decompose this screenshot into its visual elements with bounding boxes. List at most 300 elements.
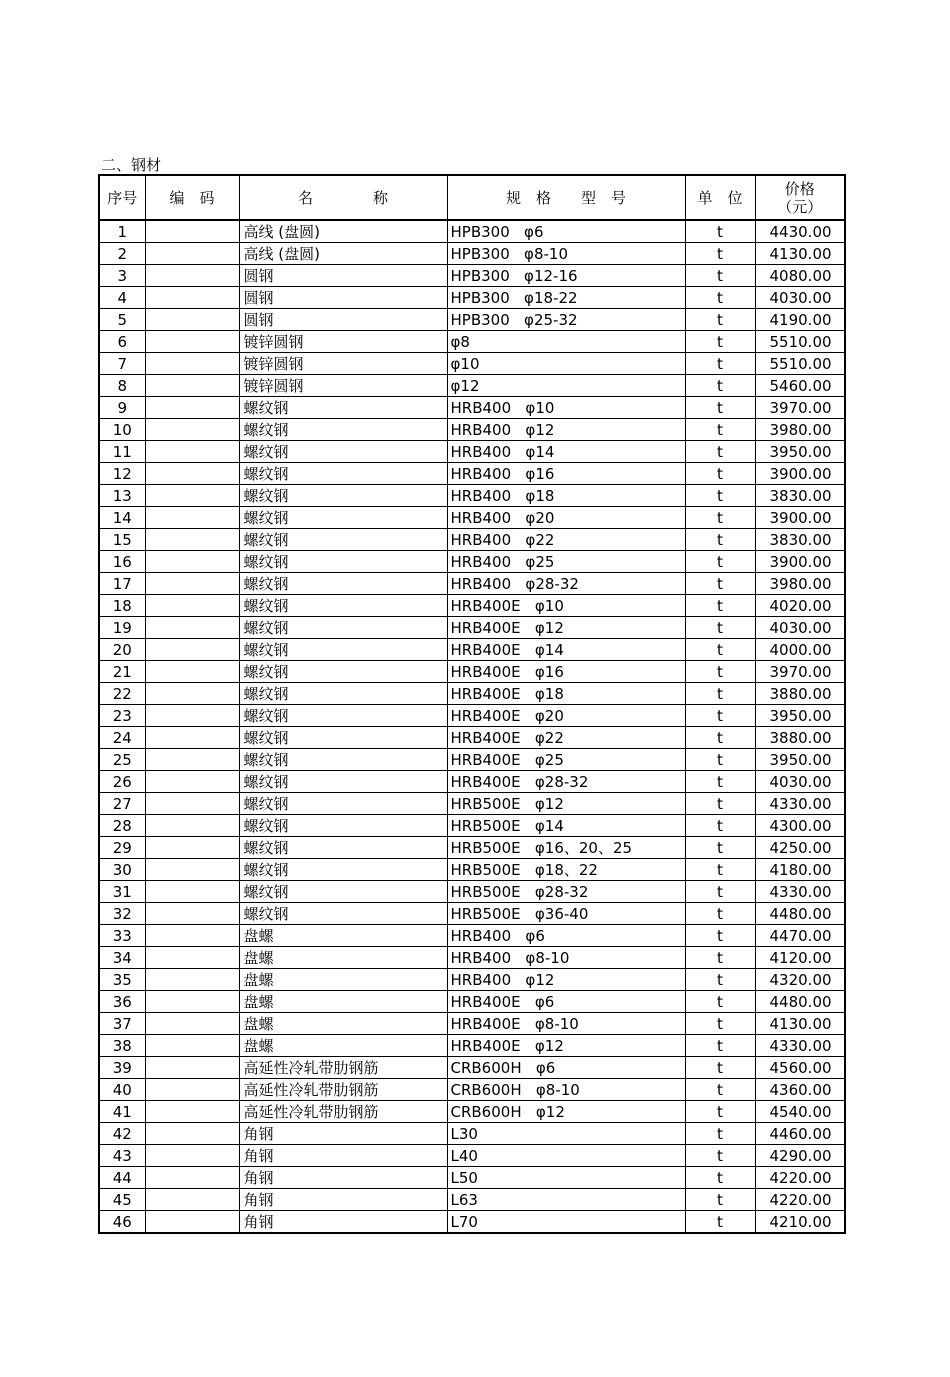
- table-row: [99, 507, 845, 529]
- cell-spec: HRB400E φ8-10: [447, 1013, 685, 1035]
- cell-unit: t: [685, 309, 755, 331]
- cell-code: [145, 661, 239, 683]
- cell-name: 螺纹钢: [239, 529, 447, 551]
- cell-price: 3970.00: [755, 397, 845, 419]
- cell-price: 4290.00: [755, 1145, 845, 1167]
- cell-name: 高延性冷轧带肋钢筋: [239, 1079, 447, 1101]
- cell-no: 34: [99, 947, 145, 969]
- cell-code: [145, 353, 239, 375]
- cell-no: 5: [99, 309, 145, 331]
- table-header: [99, 175, 845, 220]
- cell-name: 螺纹钢: [239, 727, 447, 749]
- table-row: [99, 309, 845, 331]
- cell-code: [145, 639, 239, 661]
- cell-unit: t: [685, 991, 755, 1013]
- cell-no: 3: [99, 265, 145, 287]
- cell-unit: t: [685, 1189, 755, 1211]
- cell-unit: t: [685, 837, 755, 859]
- cell-price: 4330.00: [755, 881, 845, 903]
- cell-name: 盘螺: [239, 925, 447, 947]
- cell-code: [145, 551, 239, 573]
- cell-name: 角钢: [239, 1189, 447, 1211]
- table-row: [99, 793, 845, 815]
- cell-spec: L30: [447, 1123, 685, 1145]
- cell-unit: t: [685, 1145, 755, 1167]
- cell-no: 1: [99, 220, 145, 243]
- cell-no: 18: [99, 595, 145, 617]
- cell-code: [145, 1123, 239, 1145]
- cell-no: 11: [99, 441, 145, 463]
- cell-no: 20: [99, 639, 145, 661]
- cell-no: 26: [99, 771, 145, 793]
- cell-price: 3900.00: [755, 551, 845, 573]
- cell-no: 28: [99, 815, 145, 837]
- cell-name: 盘螺: [239, 1035, 447, 1057]
- table-row: [99, 485, 845, 507]
- cell-unit: t: [685, 441, 755, 463]
- cell-name: 螺纹钢: [239, 837, 447, 859]
- cell-unit: t: [685, 1123, 755, 1145]
- cell-name: 圆钢: [239, 287, 447, 309]
- cell-no: 46: [99, 1211, 145, 1234]
- cell-spec: HRB400E φ22: [447, 727, 685, 749]
- cell-spec: HRB500E φ18、22: [447, 859, 685, 881]
- cell-code: [145, 1145, 239, 1167]
- cell-spec: HRB400 φ18: [447, 485, 685, 507]
- cell-code: [145, 683, 239, 705]
- cell-spec: CRB600H φ6: [447, 1057, 685, 1079]
- cell-code: [145, 595, 239, 617]
- cell-spec: HRB400 φ14: [447, 441, 685, 463]
- table-row: [99, 265, 845, 287]
- cell-no: 25: [99, 749, 145, 771]
- table-row: [99, 220, 845, 243]
- cell-unit: t: [685, 419, 755, 441]
- cell-unit: t: [685, 639, 755, 661]
- cell-price: 4000.00: [755, 639, 845, 661]
- cell-price: 4560.00: [755, 1057, 845, 1079]
- cell-spec: HRB400 φ12: [447, 969, 685, 991]
- cell-code: [145, 727, 239, 749]
- cell-price: 4220.00: [755, 1167, 845, 1189]
- cell-code: [145, 507, 239, 529]
- cell-spec: HRB400E φ12: [447, 1035, 685, 1057]
- cell-name: 盘螺: [239, 991, 447, 1013]
- cell-name: 镀锌圆钢: [239, 353, 447, 375]
- cell-code: [145, 287, 239, 309]
- table-row: [99, 441, 845, 463]
- cell-spec: φ10: [447, 353, 685, 375]
- cell-code: [145, 220, 239, 243]
- cell-unit: t: [685, 749, 755, 771]
- cell-unit: t: [685, 375, 755, 397]
- cell-unit: t: [685, 969, 755, 991]
- cell-spec: CRB600H φ8-10: [447, 1079, 685, 1101]
- cell-spec: HRB400 φ22: [447, 529, 685, 551]
- cell-no: 24: [99, 727, 145, 749]
- cell-no: 22: [99, 683, 145, 705]
- cell-code: [145, 705, 239, 727]
- cell-code: [145, 463, 239, 485]
- table-row: [99, 991, 845, 1013]
- cell-name: 螺纹钢: [239, 859, 447, 881]
- cell-name: 角钢: [239, 1145, 447, 1167]
- cell-price: 3880.00: [755, 683, 845, 705]
- cell-spec: HRB400E φ18: [447, 683, 685, 705]
- cell-code: [145, 749, 239, 771]
- cell-price: 4480.00: [755, 903, 845, 925]
- cell-code: [145, 991, 239, 1013]
- table-row: [99, 1189, 845, 1211]
- cell-spec: HRB400E φ10: [447, 595, 685, 617]
- cell-spec: HPB300 φ6: [447, 220, 685, 243]
- cell-unit: t: [685, 793, 755, 815]
- cell-name: 螺纹钢: [239, 551, 447, 573]
- cell-spec: L50: [447, 1167, 685, 1189]
- cell-spec: HRB400 φ16: [447, 463, 685, 485]
- cell-no: 33: [99, 925, 145, 947]
- cell-spec: HRB400E φ16: [447, 661, 685, 683]
- cell-code: [145, 529, 239, 551]
- cell-spec: HPB300 φ25-32: [447, 309, 685, 331]
- table-row: [99, 573, 845, 595]
- cell-spec: HRB400E φ20: [447, 705, 685, 727]
- cell-name: 螺纹钢: [239, 397, 447, 419]
- cell-price: 5510.00: [755, 353, 845, 375]
- cell-code: [145, 1101, 239, 1123]
- cell-spec: HRB400 φ12: [447, 419, 685, 441]
- cell-no: 31: [99, 881, 145, 903]
- cell-code: [145, 419, 239, 441]
- cell-code: [145, 1167, 239, 1189]
- cell-no: 13: [99, 485, 145, 507]
- table-row: [99, 1101, 845, 1123]
- cell-code: [145, 309, 239, 331]
- table-row: [99, 1211, 845, 1234]
- header-spec: 规 格 型 号: [447, 175, 685, 220]
- cell-spec: φ8: [447, 331, 685, 353]
- table-row: [99, 859, 845, 881]
- cell-no: 44: [99, 1167, 145, 1189]
- cell-name: 角钢: [239, 1167, 447, 1189]
- cell-name: 螺纹钢: [239, 903, 447, 925]
- cell-price: 3880.00: [755, 727, 845, 749]
- table-row: [99, 947, 845, 969]
- cell-price: 4180.00: [755, 859, 845, 881]
- cell-code: [145, 1013, 239, 1035]
- table-row: [99, 925, 845, 947]
- cell-no: 19: [99, 617, 145, 639]
- cell-unit: t: [685, 1013, 755, 1035]
- cell-code: [145, 881, 239, 903]
- cell-spec: CRB600H φ12: [447, 1101, 685, 1123]
- table-row: [99, 1035, 845, 1057]
- cell-name: 盘螺: [239, 969, 447, 991]
- cell-price: 4130.00: [755, 243, 845, 265]
- cell-price: 4250.00: [755, 837, 845, 859]
- cell-code: [145, 947, 239, 969]
- table-row: [99, 551, 845, 573]
- cell-name: 圆钢: [239, 265, 447, 287]
- cell-name: 高线 (盘圆): [239, 243, 447, 265]
- cell-spec: HRB500E φ36-40: [447, 903, 685, 925]
- cell-no: 35: [99, 969, 145, 991]
- table-row: [99, 1057, 845, 1079]
- cell-price: 3830.00: [755, 529, 845, 551]
- cell-unit: t: [685, 947, 755, 969]
- cell-unit: t: [685, 617, 755, 639]
- cell-code: [145, 1189, 239, 1211]
- cell-price: 4480.00: [755, 991, 845, 1013]
- cell-code: [145, 837, 239, 859]
- cell-price: 4210.00: [755, 1211, 845, 1234]
- table-row: [99, 529, 845, 551]
- cell-name: 角钢: [239, 1211, 447, 1234]
- cell-code: [145, 485, 239, 507]
- cell-price: 5460.00: [755, 375, 845, 397]
- cell-unit: t: [685, 463, 755, 485]
- cell-no: 38: [99, 1035, 145, 1057]
- cell-price: 5510.00: [755, 331, 845, 353]
- cell-unit: t: [685, 243, 755, 265]
- cell-spec: HRB400E φ6: [447, 991, 685, 1013]
- cell-price: 4470.00: [755, 925, 845, 947]
- cell-name: 镀锌圆钢: [239, 375, 447, 397]
- cell-name: 高延性冷轧带肋钢筋: [239, 1101, 447, 1123]
- table-row: [99, 749, 845, 771]
- cell-code: [145, 243, 239, 265]
- table-row: [99, 815, 845, 837]
- header-unit: 单 位: [685, 175, 755, 220]
- cell-price: 3900.00: [755, 463, 845, 485]
- cell-name: 螺纹钢: [239, 661, 447, 683]
- cell-spec: L70: [447, 1211, 685, 1234]
- cell-no: 39: [99, 1057, 145, 1079]
- header-price: [755, 175, 845, 220]
- cell-price: 4540.00: [755, 1101, 845, 1123]
- cell-unit: t: [685, 1057, 755, 1079]
- header-name: 名 称: [239, 175, 447, 220]
- cell-name: 圆钢: [239, 309, 447, 331]
- cell-code: [145, 617, 239, 639]
- cell-spec: HRB500E φ14: [447, 815, 685, 837]
- cell-unit: t: [685, 727, 755, 749]
- cell-no: 6: [99, 331, 145, 353]
- cell-no: 42: [99, 1123, 145, 1145]
- cell-price: 3950.00: [755, 749, 845, 771]
- cell-name: 螺纹钢: [239, 749, 447, 771]
- cell-code: [145, 1057, 239, 1079]
- table-row: [99, 243, 845, 265]
- cell-price: 3970.00: [755, 661, 845, 683]
- cell-code: [145, 265, 239, 287]
- cell-price: 4030.00: [755, 771, 845, 793]
- cell-price: 3900.00: [755, 507, 845, 529]
- cell-no: 14: [99, 507, 145, 529]
- cell-spec: HRB400E φ28-32: [447, 771, 685, 793]
- cell-code: [145, 573, 239, 595]
- section-title: 二、钢材: [101, 156, 162, 174]
- cell-code: [145, 1211, 239, 1234]
- cell-no: 7: [99, 353, 145, 375]
- cell-price: 4120.00: [755, 947, 845, 969]
- cell-name: 螺纹钢: [239, 441, 447, 463]
- cell-price: 4030.00: [755, 287, 845, 309]
- cell-unit: t: [685, 551, 755, 573]
- cell-unit: t: [685, 1211, 755, 1234]
- cell-unit: t: [685, 595, 755, 617]
- cell-code: [145, 331, 239, 353]
- cell-name: 高线 (盘圆): [239, 220, 447, 243]
- table-row: [99, 661, 845, 683]
- cell-name: 螺纹钢: [239, 881, 447, 903]
- cell-no: 40: [99, 1079, 145, 1101]
- cell-spec: HRB400 φ8-10: [447, 947, 685, 969]
- cell-spec: L63: [447, 1189, 685, 1211]
- cell-no: 2: [99, 243, 145, 265]
- cell-code: [145, 925, 239, 947]
- cell-unit: t: [685, 529, 755, 551]
- table-row: [99, 1079, 845, 1101]
- steel-price-table: [98, 174, 846, 1234]
- cell-no: 37: [99, 1013, 145, 1035]
- cell-unit: t: [685, 287, 755, 309]
- cell-unit: t: [685, 859, 755, 881]
- cell-price: 4030.00: [755, 617, 845, 639]
- cell-spec: φ12: [447, 375, 685, 397]
- cell-unit: t: [685, 331, 755, 353]
- table-row: [99, 1123, 845, 1145]
- cell-name: 螺纹钢: [239, 595, 447, 617]
- cell-no: 45: [99, 1189, 145, 1211]
- table-row: [99, 419, 845, 441]
- cell-no: 8: [99, 375, 145, 397]
- cell-unit: t: [685, 1167, 755, 1189]
- cell-unit: t: [685, 903, 755, 925]
- cell-name: 螺纹钢: [239, 683, 447, 705]
- cell-no: 29: [99, 837, 145, 859]
- cell-price: 4460.00: [755, 1123, 845, 1145]
- table-row: [99, 595, 845, 617]
- cell-no: 32: [99, 903, 145, 925]
- cell-code: [145, 397, 239, 419]
- cell-no: 36: [99, 991, 145, 1013]
- table-row: [99, 903, 845, 925]
- cell-unit: t: [685, 353, 755, 375]
- cell-code: [145, 375, 239, 397]
- table-row: [99, 397, 845, 419]
- cell-no: 12: [99, 463, 145, 485]
- header-price-line2: （元）: [777, 197, 823, 216]
- cell-spec: HPB300 φ8-10: [447, 243, 685, 265]
- cell-no: 15: [99, 529, 145, 551]
- cell-spec: HRB400 φ10: [447, 397, 685, 419]
- cell-price: 3950.00: [755, 441, 845, 463]
- cell-price: 4080.00: [755, 265, 845, 287]
- cell-spec: HRB400E φ14: [447, 639, 685, 661]
- cell-price: 4360.00: [755, 1079, 845, 1101]
- cell-unit: t: [685, 1101, 755, 1123]
- cell-price: 4020.00: [755, 595, 845, 617]
- cell-price: 3980.00: [755, 573, 845, 595]
- cell-code: [145, 771, 239, 793]
- cell-no: 16: [99, 551, 145, 573]
- table-row: [99, 705, 845, 727]
- cell-unit: t: [685, 683, 755, 705]
- header-price-line1: 价格: [784, 179, 815, 198]
- cell-price: 4220.00: [755, 1189, 845, 1211]
- cell-spec: HRB400 φ28-32: [447, 573, 685, 595]
- cell-unit: t: [685, 220, 755, 243]
- table-body: [99, 220, 845, 1233]
- cell-spec: HRB500E φ28-32: [447, 881, 685, 903]
- cell-code: [145, 903, 239, 925]
- cell-name: 盘螺: [239, 947, 447, 969]
- cell-name: 螺纹钢: [239, 463, 447, 485]
- cell-spec: HRB400E φ25: [447, 749, 685, 771]
- cell-no: 27: [99, 793, 145, 815]
- cell-spec: HRB500E φ12: [447, 793, 685, 815]
- table-row: [99, 1167, 845, 1189]
- cell-unit: t: [685, 265, 755, 287]
- table-row: [99, 683, 845, 705]
- cell-spec: HRB400 φ25: [447, 551, 685, 573]
- cell-code: [145, 441, 239, 463]
- cell-spec: HPB300 φ18-22: [447, 287, 685, 309]
- cell-price: 4330.00: [755, 793, 845, 815]
- cell-price: 4190.00: [755, 309, 845, 331]
- cell-unit: t: [685, 925, 755, 947]
- cell-price: 4300.00: [755, 815, 845, 837]
- cell-name: 角钢: [239, 1123, 447, 1145]
- cell-code: [145, 859, 239, 881]
- table-row: [99, 331, 845, 353]
- table-row: [99, 287, 845, 309]
- cell-name: 镀锌圆钢: [239, 331, 447, 353]
- cell-no: 10: [99, 419, 145, 441]
- cell-price: 4320.00: [755, 969, 845, 991]
- cell-unit: t: [685, 1079, 755, 1101]
- cell-unit: t: [685, 397, 755, 419]
- cell-no: 41: [99, 1101, 145, 1123]
- table-row: [99, 1013, 845, 1035]
- header-no: 序号: [99, 175, 145, 220]
- cell-no: 9: [99, 397, 145, 419]
- table-row: [99, 771, 845, 793]
- cell-unit: t: [685, 881, 755, 903]
- cell-spec: HRB400 φ20: [447, 507, 685, 529]
- header-code: 编 码: [145, 175, 239, 220]
- cell-no: 17: [99, 573, 145, 595]
- cell-name: 盘螺: [239, 1013, 447, 1035]
- cell-price: 3980.00: [755, 419, 845, 441]
- table-row: [99, 881, 845, 903]
- cell-code: [145, 1079, 239, 1101]
- cell-spec: HPB300 φ12-16: [447, 265, 685, 287]
- cell-no: 4: [99, 287, 145, 309]
- cell-name: 螺纹钢: [239, 771, 447, 793]
- table-row: [99, 617, 845, 639]
- cell-unit: t: [685, 771, 755, 793]
- cell-name: 螺纹钢: [239, 507, 447, 529]
- cell-unit: t: [685, 661, 755, 683]
- cell-spec: HRB400 φ6: [447, 925, 685, 947]
- table-row: [99, 727, 845, 749]
- table-row: [99, 837, 845, 859]
- cell-name: 螺纹钢: [239, 793, 447, 815]
- cell-spec: HRB400E φ12: [447, 617, 685, 639]
- cell-spec: HRB500E φ16、20、25: [447, 837, 685, 859]
